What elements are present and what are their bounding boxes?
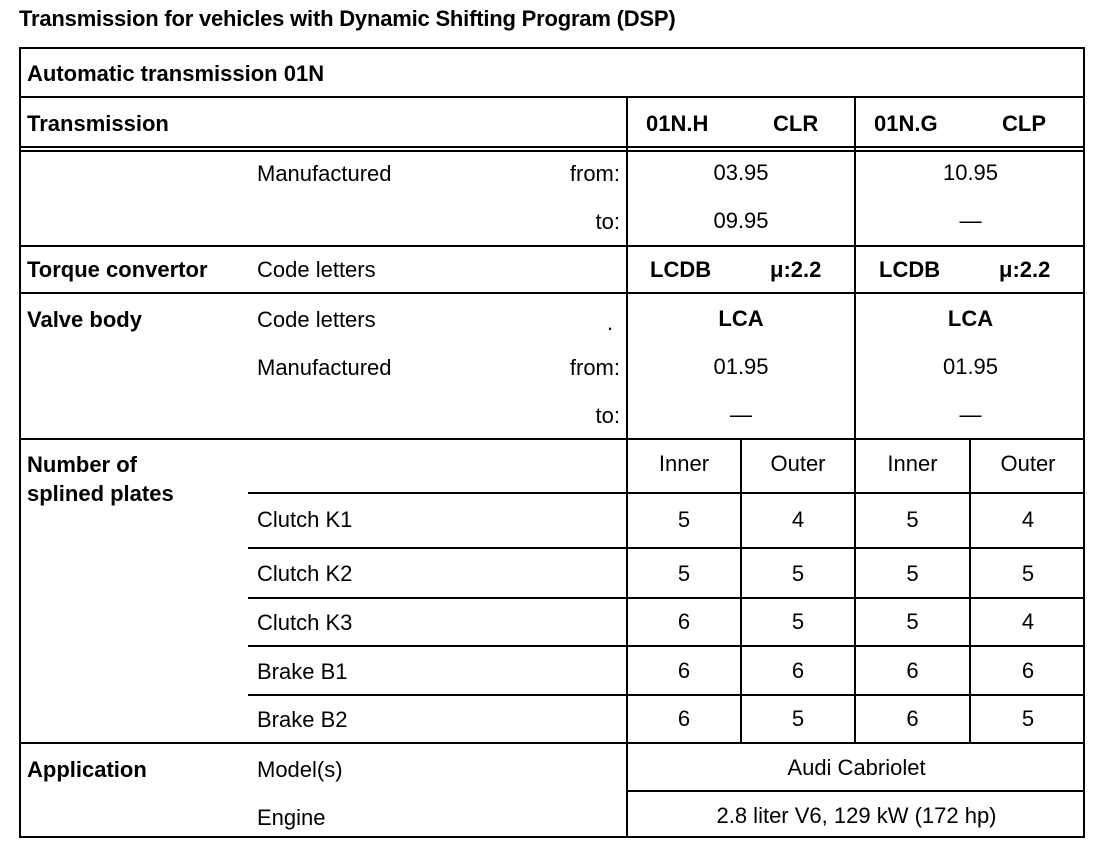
row-divider bbox=[248, 645, 1085, 647]
valve-to-2: — bbox=[959, 402, 982, 427]
plate-cell: 5 bbox=[906, 507, 919, 532]
manufactured-from-2: 10.95 bbox=[942, 160, 999, 185]
plate-cell: 4 bbox=[791, 507, 805, 532]
model-label: Model(s) bbox=[257, 757, 343, 782]
torque-mu-2: μ:2.2 bbox=[999, 257, 1051, 282]
splined-plates-label-1: Number of bbox=[27, 452, 137, 477]
row-divider bbox=[19, 150, 1085, 152]
torque-convertor-label: Torque convertor bbox=[27, 257, 208, 282]
outer-header-1: Outer bbox=[770, 451, 826, 476]
plate-cell: 5 bbox=[906, 609, 919, 634]
plate-cell: 6 bbox=[1021, 658, 1035, 683]
plate-cell: 4 bbox=[1021, 507, 1035, 532]
plate-cell: 5 bbox=[791, 609, 805, 634]
splined-plates-label-2: splined plates bbox=[27, 481, 174, 506]
row-divider bbox=[19, 146, 1085, 148]
torque-mu-1: μ:2.2 bbox=[770, 257, 822, 282]
inner-header-1: Inner bbox=[658, 451, 710, 476]
row-divider bbox=[19, 245, 1085, 247]
valve-from-1: 01.95 bbox=[713, 354, 769, 379]
plate-cell: 5 bbox=[1021, 561, 1035, 586]
manufactured-to-2: — bbox=[959, 208, 982, 233]
valve-from-label: from: bbox=[569, 355, 620, 380]
plate-cell: 4 bbox=[1021, 609, 1035, 634]
row-divider bbox=[248, 597, 1085, 599]
valve-from-2: 01.95 bbox=[942, 354, 999, 379]
engine-value: 2.8 liter V6, 129 kW (172 hp) bbox=[716, 803, 997, 828]
plate-cell: 5 bbox=[677, 561, 691, 586]
from-label: from: bbox=[569, 161, 620, 186]
plate-row-name: Brake B1 bbox=[257, 659, 348, 684]
to-label: to: bbox=[595, 209, 620, 234]
valve-manufactured-label: Manufactured bbox=[257, 355, 392, 380]
plate-cell: 6 bbox=[677, 609, 691, 634]
plate-cell: 6 bbox=[906, 658, 919, 683]
valve-body-label: Valve body bbox=[27, 307, 142, 332]
row-divider bbox=[19, 292, 1085, 294]
row-divider bbox=[248, 547, 1085, 549]
column-divider bbox=[969, 438, 971, 742]
row-divider bbox=[19, 438, 1085, 440]
transmission-letters-1: CLR bbox=[773, 111, 819, 136]
plate-row-name: Clutch K3 bbox=[257, 610, 353, 635]
row-divider bbox=[628, 790, 1085, 792]
valve-dot: . bbox=[607, 310, 614, 335]
row-divider bbox=[19, 742, 1085, 744]
manufactured-label: Manufactured bbox=[257, 161, 392, 186]
torque-code-1: LCDB bbox=[650, 257, 712, 282]
transmission-letters-2: CLP bbox=[1002, 111, 1046, 136]
plate-cell: 5 bbox=[1021, 706, 1035, 731]
plate-cell: 5 bbox=[791, 561, 805, 586]
page-title: Transmission for vehicles with Dynamic Shifting Program (DSP) bbox=[19, 6, 676, 31]
valve-code-1: LCA bbox=[718, 306, 764, 331]
row-divider bbox=[248, 492, 1085, 494]
manufactured-from-1: 03.95 bbox=[713, 160, 769, 185]
plate-cell: 5 bbox=[677, 507, 691, 532]
valve-to-label: to: bbox=[595, 403, 620, 428]
plate-cell: 6 bbox=[791, 658, 805, 683]
table-title: Automatic transmission 01N bbox=[27, 61, 325, 86]
row-divider bbox=[19, 96, 1085, 98]
valve-code-2: LCA bbox=[947, 306, 994, 331]
plate-row-name: Clutch K2 bbox=[257, 561, 353, 586]
application-label: Application bbox=[27, 757, 147, 782]
column-divider bbox=[740, 438, 742, 742]
engine-label: Engine bbox=[257, 805, 326, 830]
transmission-label: Transmission bbox=[27, 111, 169, 136]
plate-cell: 6 bbox=[906, 706, 919, 731]
plate-cell: 5 bbox=[906, 561, 919, 586]
valve-to-1: — bbox=[730, 402, 752, 427]
outer-header-2: Outer bbox=[1000, 451, 1056, 476]
model-value: Audi Cabriolet bbox=[787, 755, 926, 780]
row-divider bbox=[248, 694, 1085, 696]
plate-row-name: Brake B2 bbox=[257, 707, 348, 732]
manufactured-to-1: 09.95 bbox=[713, 208, 769, 233]
valve-code-letters-label: Code letters bbox=[257, 307, 376, 332]
plate-cell: 6 bbox=[677, 658, 691, 683]
torque-code-2: LCDB bbox=[879, 257, 941, 282]
transmission-code-1: 01N.H bbox=[646, 111, 709, 136]
plate-cell: 5 bbox=[791, 706, 805, 731]
plate-row-name: Clutch K1 bbox=[257, 507, 353, 532]
plate-cell: 6 bbox=[677, 706, 691, 731]
inner-header-2: Inner bbox=[887, 451, 938, 476]
transmission-code-2: 01N.G bbox=[874, 111, 938, 136]
torque-code-letters-label: Code letters bbox=[257, 257, 376, 282]
